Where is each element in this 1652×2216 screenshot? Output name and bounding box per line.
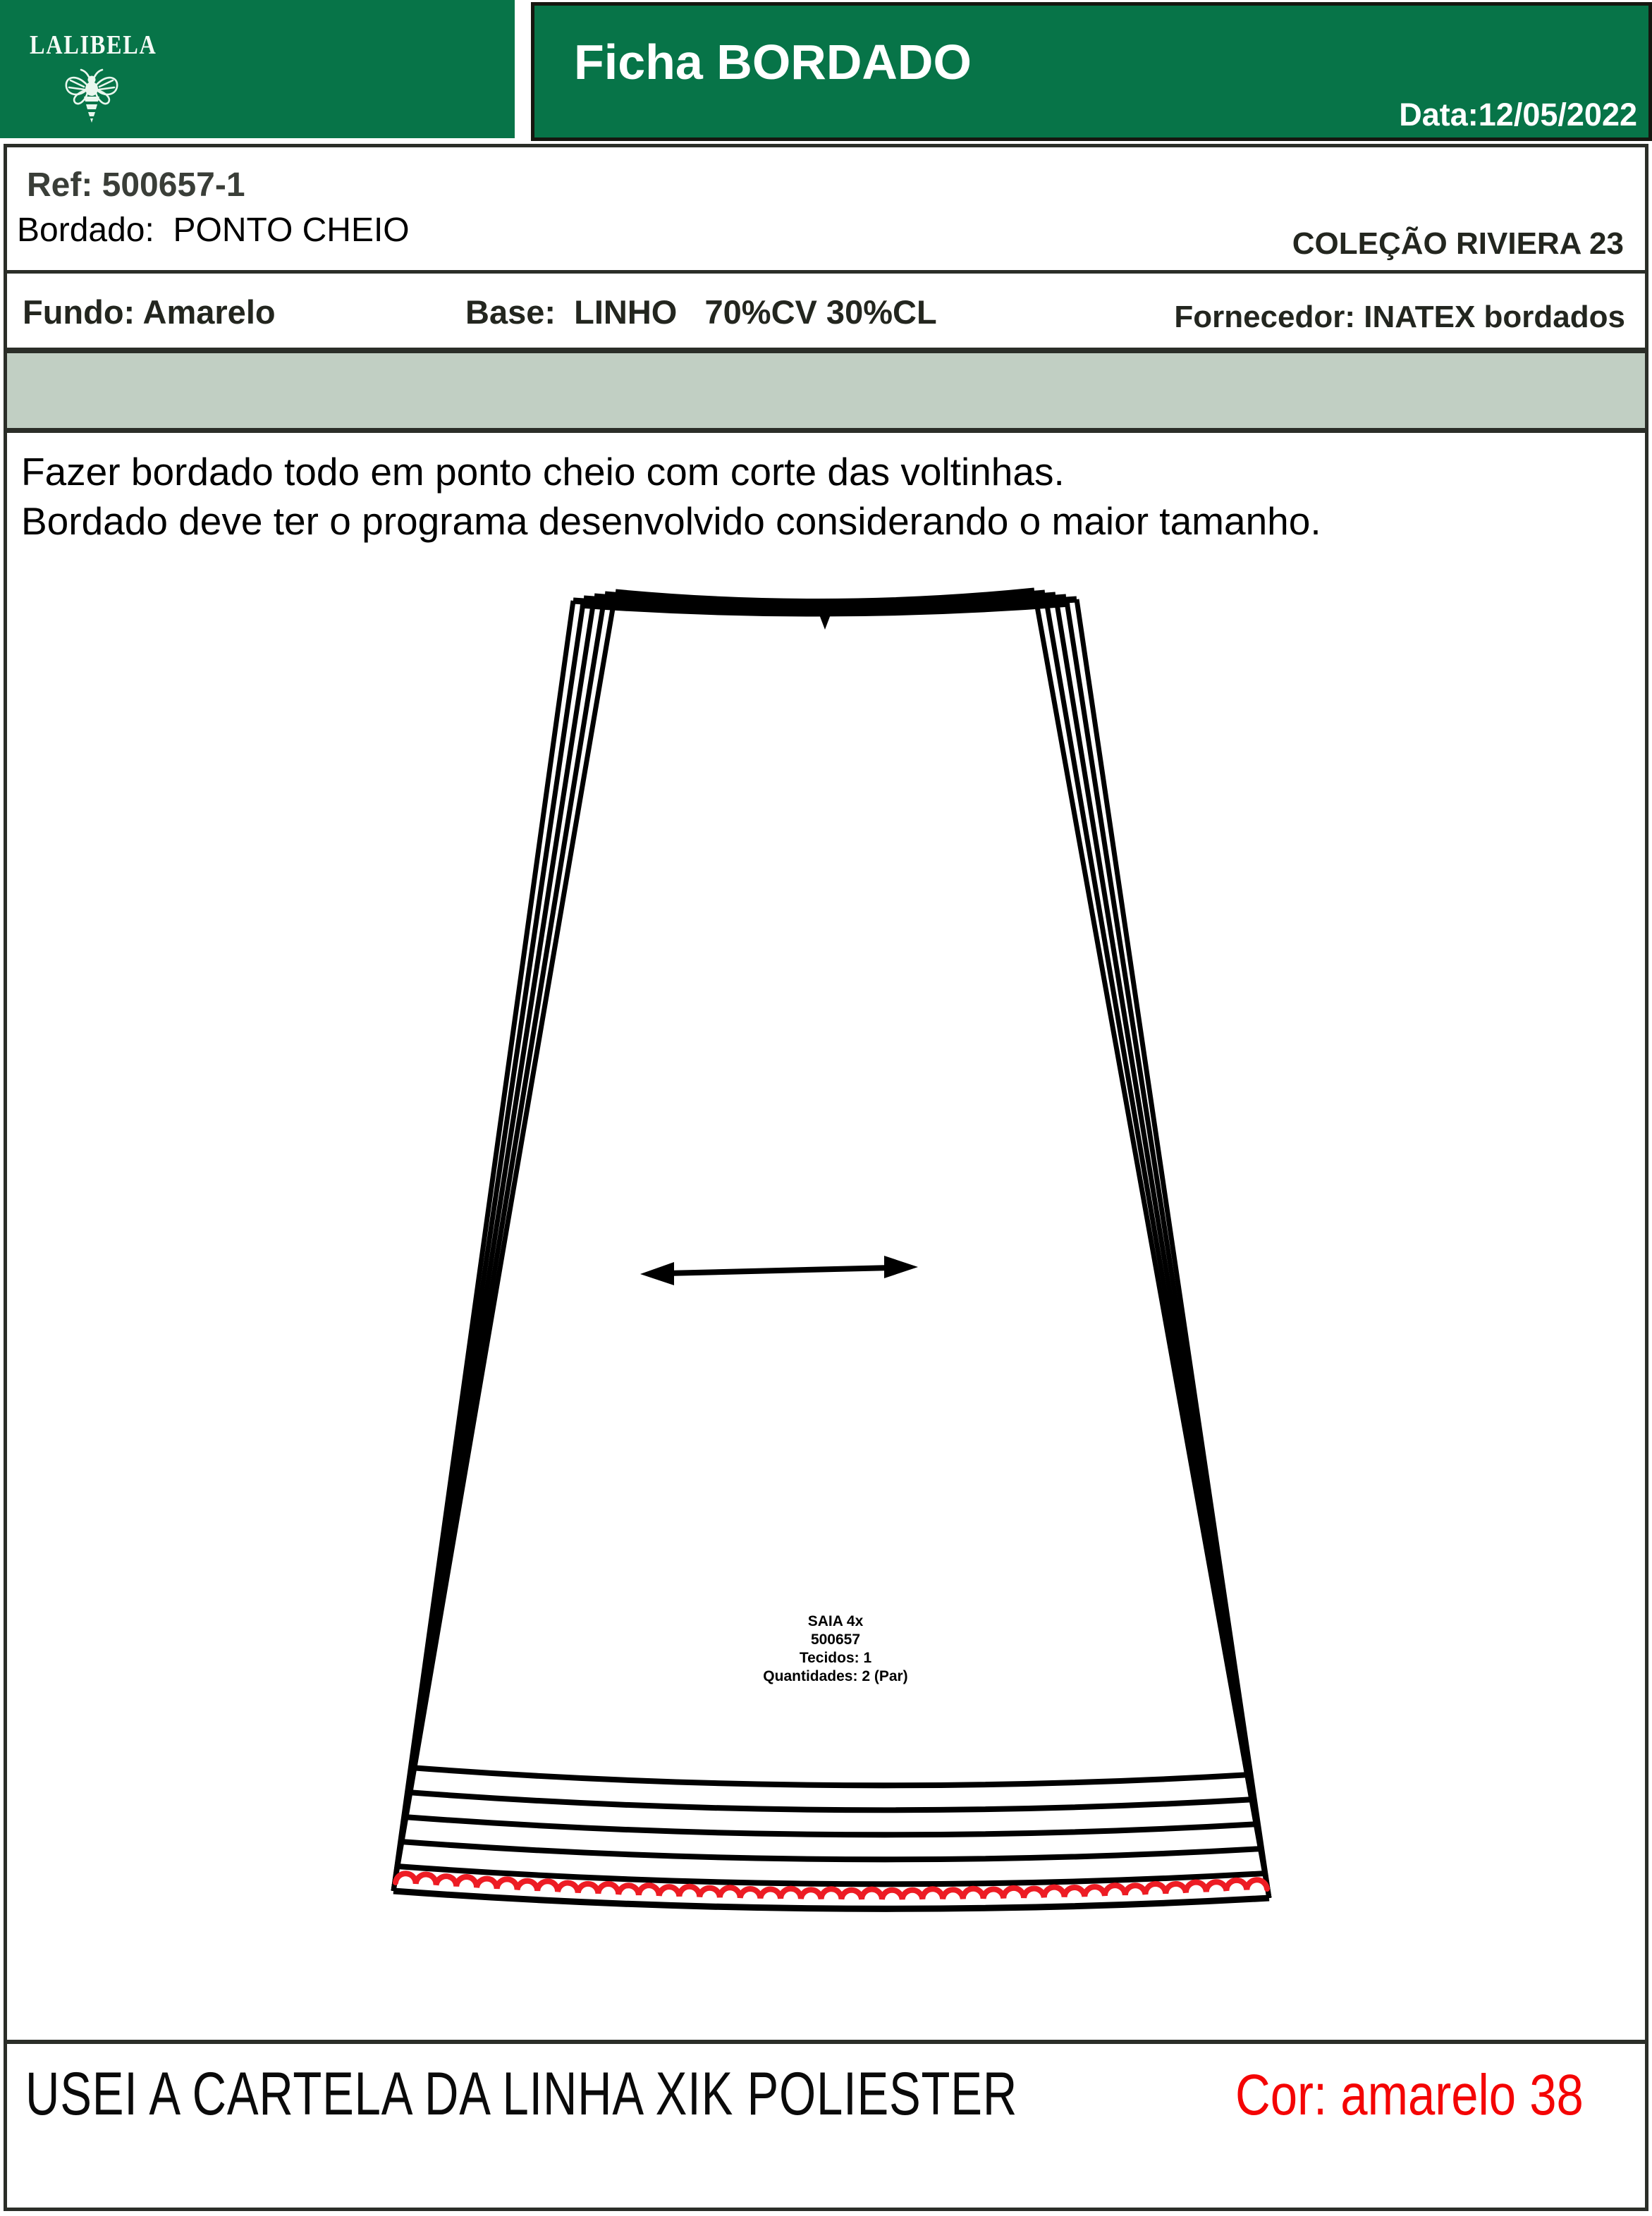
label-line: Quantidades: 2 (Par)	[763, 1668, 908, 1684]
ref-field: Ref: 500657-1	[27, 166, 245, 204]
bee-icon	[62, 68, 121, 127]
thread-color-note: Cor: amarelo 38	[1235, 2063, 1584, 2127]
size-outlines-left	[393, 592, 616, 1891]
bordado-field: Bordado: PONTO CHEIO	[17, 212, 410, 249]
page-title: Ficha BORDADO	[574, 35, 972, 90]
divider	[7, 2040, 1645, 2044]
fornecedor-field: Fornecedor: INATEX bordados	[1174, 300, 1625, 334]
title-box	[531, 2, 1652, 141]
fundo-field: Fundo: Amarelo	[23, 293, 276, 331]
label-line: 500657	[810, 1632, 861, 1648]
hem-line	[393, 1891, 1269, 1909]
waistband	[573, 591, 1077, 612]
size-outlines-right	[1034, 591, 1269, 1898]
pattern-size-label	[695, 1612, 977, 1686]
label-line: SAIA 4x	[807, 1613, 864, 1629]
brand-name: LALIBELA	[30, 30, 157, 60]
width-arrow	[640, 1256, 918, 1285]
main-content-box	[4, 144, 1648, 2211]
instruction-line-1: Fazer bordado todo em ponto cheio com corte das voltinhas.	[21, 450, 1065, 494]
skirt-technical-drawing	[7, 147, 1645, 2208]
base-field: Base: LINHO 70%CV 30%CL	[465, 293, 937, 331]
center-front-notch	[817, 609, 833, 630]
instruction-line-2: Bordado deve ter o programa desenvolvido considerando o maior tamanho.	[21, 499, 1321, 543]
brand-logo-box	[0, 0, 515, 138]
label-line: Tecidos: 1	[799, 1650, 872, 1666]
hem-stripes	[397, 1768, 1266, 1884]
colecao-field: COLEÇÃO RIVIERA 23	[1292, 226, 1624, 261]
date-label: Data:12/05/2022	[1399, 97, 1637, 133]
thread-note: USEI A CARTELA DA LINHA XIK POLIESTER	[25, 2060, 1018, 2128]
